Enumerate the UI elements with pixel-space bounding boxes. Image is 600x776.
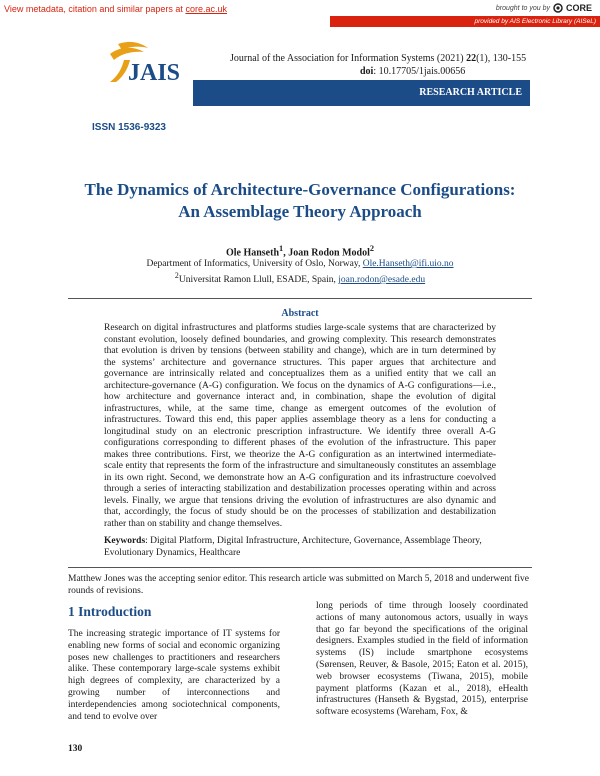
page-number: 130 xyxy=(68,744,83,754)
journal-citation: Journal of the Association for Information Systems (2021) 22(1), 130-155 doi: 10.17705/1jais.00656 xyxy=(230,53,527,77)
divider-bottom xyxy=(68,567,532,568)
abstract-heading: Abstract xyxy=(281,308,319,319)
author1-email-link[interactable]: Ole.Hanseth@ifi.uio.no xyxy=(362,259,454,269)
editor-note: Matthew Jones was the accepting senior editor. This research article was submitted on March 5, 2018 and underwent five rounds of revisions. xyxy=(68,574,529,596)
provider-strip[interactable]: provided by AIS Electronic Library (AISeL) xyxy=(330,16,600,27)
section-heading-introduction: 1 Introduction xyxy=(68,604,152,619)
article-type-banner: RESEARCH ARTICLE xyxy=(193,80,530,106)
issn: ISSN 1536-9323 xyxy=(92,122,166,133)
keywords: Keywords: Digital Platform, Digital Infrastructure, Architecture, Governance, Assemblage Theory, Evolutionary Dynamics, Healthcare xyxy=(104,536,482,558)
affiliations: Department of Informatics, University of Oslo, Norway, Ole.Hanseth@ifi.uio.no $^2$Universitat Ramon Llull, ESADE, Spain, joan.rodon@esade.edu xyxy=(146,259,454,286)
core-attribution xyxy=(496,3,592,13)
core-logo-icon xyxy=(553,3,563,13)
core-banner xyxy=(0,0,600,28)
logo-text: JAIS xyxy=(128,60,181,86)
intro-right-column: long periods of time through loosely coordinated actions of many autonomous actors, usually in ways that go far beyond the specifications of the original designers. Examples studied in the field of information systems (IS) include smartphone ecosystems (Sørensen, Reuver, & Basole, 2015; Eaton et al. 2015), web browser ecosystems (Tiwana, 2015), mobile payment platforms (Kazan et al., 2018), eHealth infrastructures (Hanseth & Bygstad, 2015), enterprise software ecosystems (Wareham, Fox, & xyxy=(316,601,528,718)
divider-top xyxy=(68,298,532,299)
intro-left-column: The increasing strategic importance of IT systems for enabling new forms of social and economic organizing poses new challenges to practitioners and researchers alike. These contemporary large-scale systems exhibit high degrees of complexity, are characterized by a growing number of interconnections and interdependencies among sociotechnical components, and tend to evolve over xyxy=(68,629,280,722)
authors: Ole Hanseth$^1$, Joan Rodon Modol$^2$ xyxy=(225,244,375,259)
core-brand[interactable]: CORE xyxy=(565,3,592,13)
abstract-body: Research on digital infrastructures and platforms studies large-scale systems that are characterized by constant evolution, loosely defined boundaries, and growing complexity. This research demonstrates that evolution is driven by tensions (between stability and change), which are in turn determined by the systems’ architecture and governance structures. This paper argues that architecture and governance are intrinsically related and conceptualizes them as a unified entity that we call an architecture-governance (A-G) configuration. We focus on the dynamics of A-G configurations—i.e., how architecture and governance interact and, in combination, shape the evolution of digital infrastructures, while, at the same time, change as emergent outcomes of the evolution of infrastructures. Toward this end, this paper applies assemblage theory as a lens for conducting a longitudinal study on an electronic prescription infrastructure. We identify three overall A-G configurations corresponding to different phases of the evolution of the infrastructure. This paper makes three contributions. First, we theorize the A-G configuration as an intertwined intermediate-scale entity that represents the form of the infrastructure and simultaneously constitutes an assemblage in its own right. Second, we demonstrate how an A-G configuration and its infrastructure coevolved through a series of interacting stabilization and destabilization processes operating within and across levels. Finally, we argue that tensions driving the evolution of infrastructures are also dynamic and that, accordingly, the focus of study should be on the processes of stabilization and destabilization rather than on stability and change themselves. xyxy=(104,323,496,529)
page-title: The Dynamics of Architecture-Governance Configurations: An Assemblage Theory Approach xyxy=(84,180,516,221)
jais-logo xyxy=(94,36,190,92)
core-metadata-link[interactable]: View metadata, citation and similar papers at core.ac.uk xyxy=(4,4,227,14)
author2-email-link[interactable]: joan.rodon@esade.edu xyxy=(338,275,426,286)
brought-text: brought to you by xyxy=(495,4,550,12)
